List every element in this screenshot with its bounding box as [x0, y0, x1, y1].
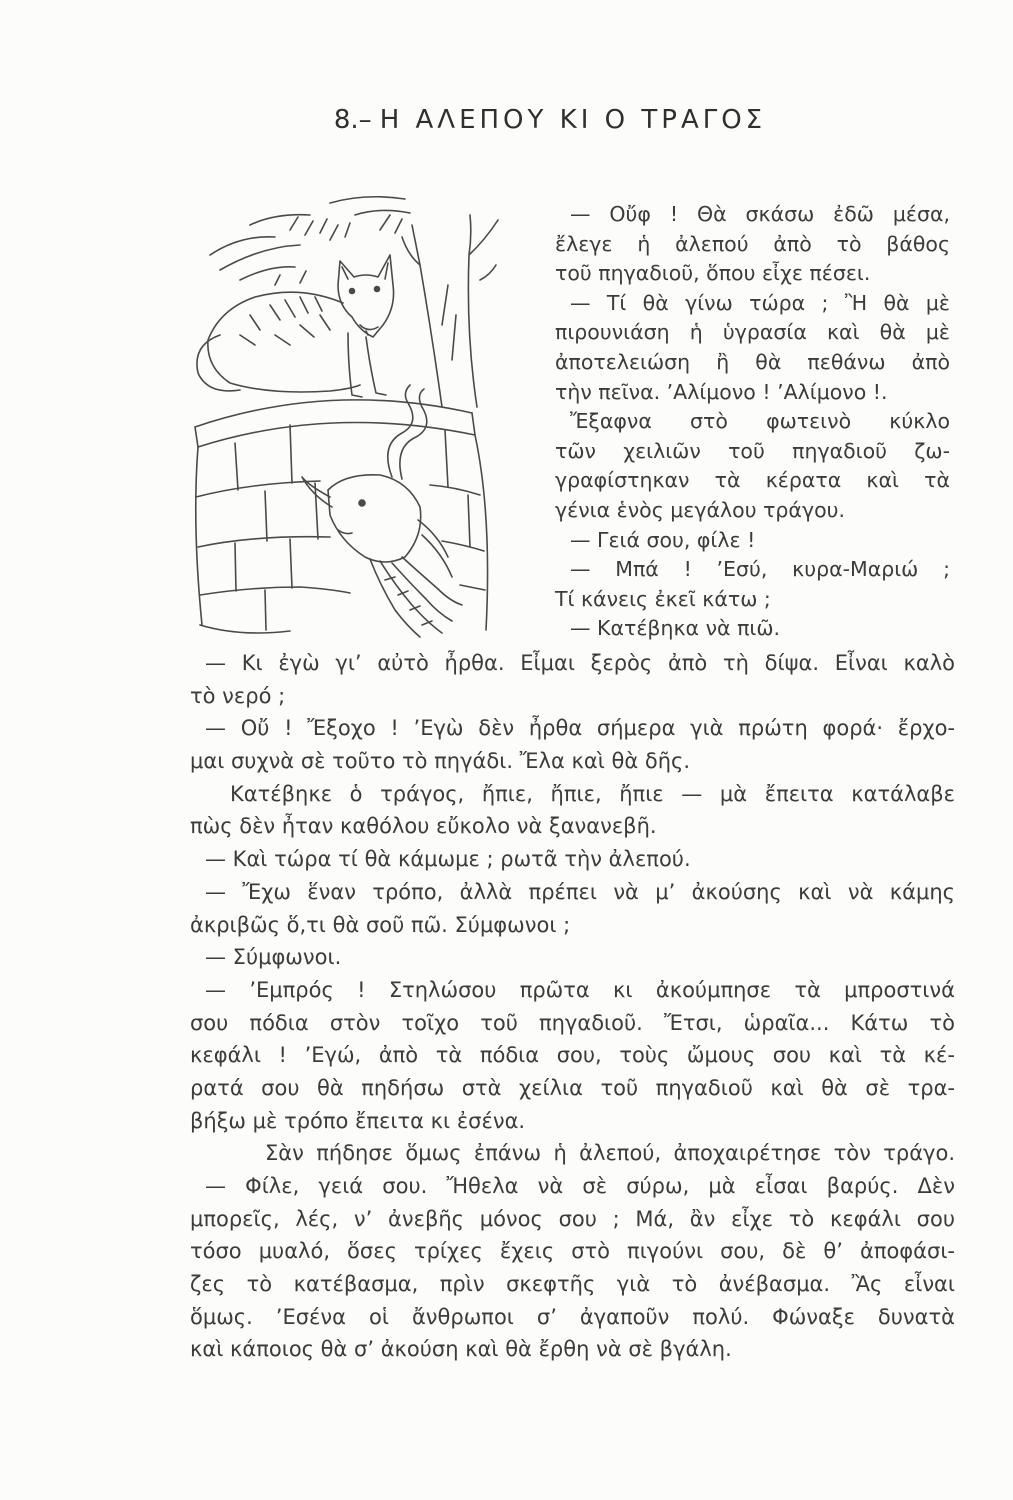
- body-line: ὅμως. ’Εσένα οἱ ἄνθρωποι σ’ ἀγαποῦν πολύ. Φώναξε δυνατὰ: [190, 1304, 955, 1329]
- well-sketch: [195, 400, 488, 633]
- column-line: πιρουνιάση ἡ ὑγρασία καὶ θὰ μὲ: [555, 320, 950, 345]
- fox-sketch: [197, 255, 394, 397]
- body-line: — Σύμφωνοι.: [205, 945, 342, 970]
- column-line: — Κατέβηκα νὰ πιῶ.: [570, 616, 781, 641]
- body-line: καὶ κάποιος θὰ σ’ ἀκούση καὶ θὰ ἔρθη νὰ σὲ βγάλη.: [190, 1337, 732, 1362]
- fox-and-goat-illustration: [180, 185, 510, 645]
- body-line: μαι συχνὰ σὲ τοῦτο τὸ πηγάδι. Ἔλα καὶ θὰ δῆς.: [190, 749, 691, 774]
- body-line: Κατέβηκε ὁ τράγος, ἤπιε, ἤπιε, ἤπιε — μὰ ἔπειτα κατάλαβε: [230, 781, 955, 806]
- body-line: μπορεῖς, λές, ν’ ἀνεβῆς μόνος σου ; Μά, ἂν εἶχε τὸ κεφάλι σου: [190, 1206, 955, 1231]
- body-line: — Κι ἐγὼ γι’ αὐτὸ ἦρθα. Εἶμαι ξερὸς ἀπὸ τὴ δίψα. Εἶναι καλὸ: [205, 651, 955, 675]
- body-line: κεφάλι ! ’Εγώ, ἀπὸ τὰ πόδια σου, τοὺς ὤμους σου καὶ τὰ κέ-: [190, 1043, 955, 1068]
- body-line: βήξω μὲ τρόπο ἔπειτα κι ἐσένα.: [190, 1108, 526, 1133]
- body-line: ζες τὸ κατέβασμα, πρὶν σκεφτῆς γιὰ τὸ ἀνέβασμα. Ἂς εἶναι: [190, 1272, 955, 1297]
- body-line: πὼς δὲν ἦταν καθόλου εὔκολο νὰ ξανανεβῆ.: [190, 814, 657, 839]
- body-line: — Ἔχω ἕναν τρόπο, ἀλλὰ πρέπει νὰ μ’ ἀκούσης καὶ νὰ κάμης: [205, 879, 955, 904]
- column-line: γραφίστηκαν τὰ κέρατα καὶ τὰ: [555, 468, 950, 493]
- column-line: ἀποτελειώση ἢ θὰ πεθάνω ἀπὸ: [555, 349, 950, 374]
- body-line: τὸ νερό ;: [190, 683, 286, 708]
- body-line: ἀκριβῶς ὅ,τι θὰ σοῦ πῶ. Σύμφωνοι ;: [190, 912, 571, 937]
- body-line: — Φίλε, γειά σου. Ἤθελα νὰ σὲ σύρω, μὰ εἶσαι βαρύς. Δὲν: [205, 1174, 955, 1198]
- body-line: — ’Εμπρός ! Στηλώσου πρῶτα κι ἀκούμπησε τὰ μπροστινά: [205, 977, 955, 1002]
- column-line: ἔλεγε ἡ ἀλεπού ἀπὸ τὸ βάθος: [555, 231, 950, 256]
- chapter-number: 8.–: [333, 105, 372, 135]
- chapter-title: [300, 103, 800, 137]
- column-line: — Μπά ! ’Εσύ, κυρα-Μαριώ ;: [570, 557, 950, 582]
- right-column-text: [555, 200, 950, 644]
- body-line: τόσο μυαλό, ὅσες τρίχες ἔχεις στὸ πιγούνι σου, δὲ θ’ ἀποφάσι-: [190, 1239, 955, 1264]
- column-line: τὴν πεῖνα. ’Αλίμονο ! ’Αλίμονο !.: [555, 379, 888, 404]
- body-text: [190, 647, 955, 1366]
- body-line: — Οὔ ! Ἔξοχο ! ’Εγὼ δὲν ἦρθα σήμερα γιὰ πρώτη φορά· ἔρχο-: [205, 716, 955, 741]
- body-line: — Καὶ τώρα τί θὰ κάμωμε ; ρωτᾶ τὴν ἀλεπού.: [205, 847, 691, 872]
- tree-sketch: [402, 215, 498, 407]
- body-line: ρατά σου θὰ πηδήσω στὰ χείλια τοῦ πηγαδιοῦ καὶ θὰ σὲ τρα-: [190, 1075, 955, 1100]
- column-line: Ἔξαφνα στὸ φωτεινὸ κύκλο: [570, 409, 950, 434]
- column-line: τοῦ πηγαδιοῦ, ὅπου εἶχε πέσει.: [555, 261, 871, 286]
- column-line: γένια ἑνὸς μεγάλου τράγου.: [555, 497, 845, 522]
- body-line: σου πόδια στὸν τοῖχο τοῦ πηγαδιοῦ. Ἔτσι, ὡραῖα... Κάτω τὸ: [190, 1010, 955, 1035]
- chapter-heading-text: Η ΑΛΕΠΟΥ ΚΙ Ο ΤΡΑΓΟΣ: [379, 105, 767, 135]
- column-line: Τί κάνεις ἐκεῖ κάτω ;: [555, 586, 771, 611]
- column-line: — Γειά σου, φίλε !: [570, 527, 756, 552]
- column-line: — Τί θὰ γίνω τώρα ; Ἢ θὰ μὲ: [570, 290, 950, 315]
- column-line: τῶν χειλιῶν τοῦ πηγαδιοῦ ζω-: [555, 438, 950, 463]
- column-line: — Οὔφ ! Θὰ σκάσω ἐδῶ μέσα,: [570, 202, 950, 226]
- body-line: Σὰν πήδησε ὅμως ἐπάνω ἡ ἀλεπού, ἀποχαιρέτησε τὸν τράγο.: [265, 1141, 955, 1166]
